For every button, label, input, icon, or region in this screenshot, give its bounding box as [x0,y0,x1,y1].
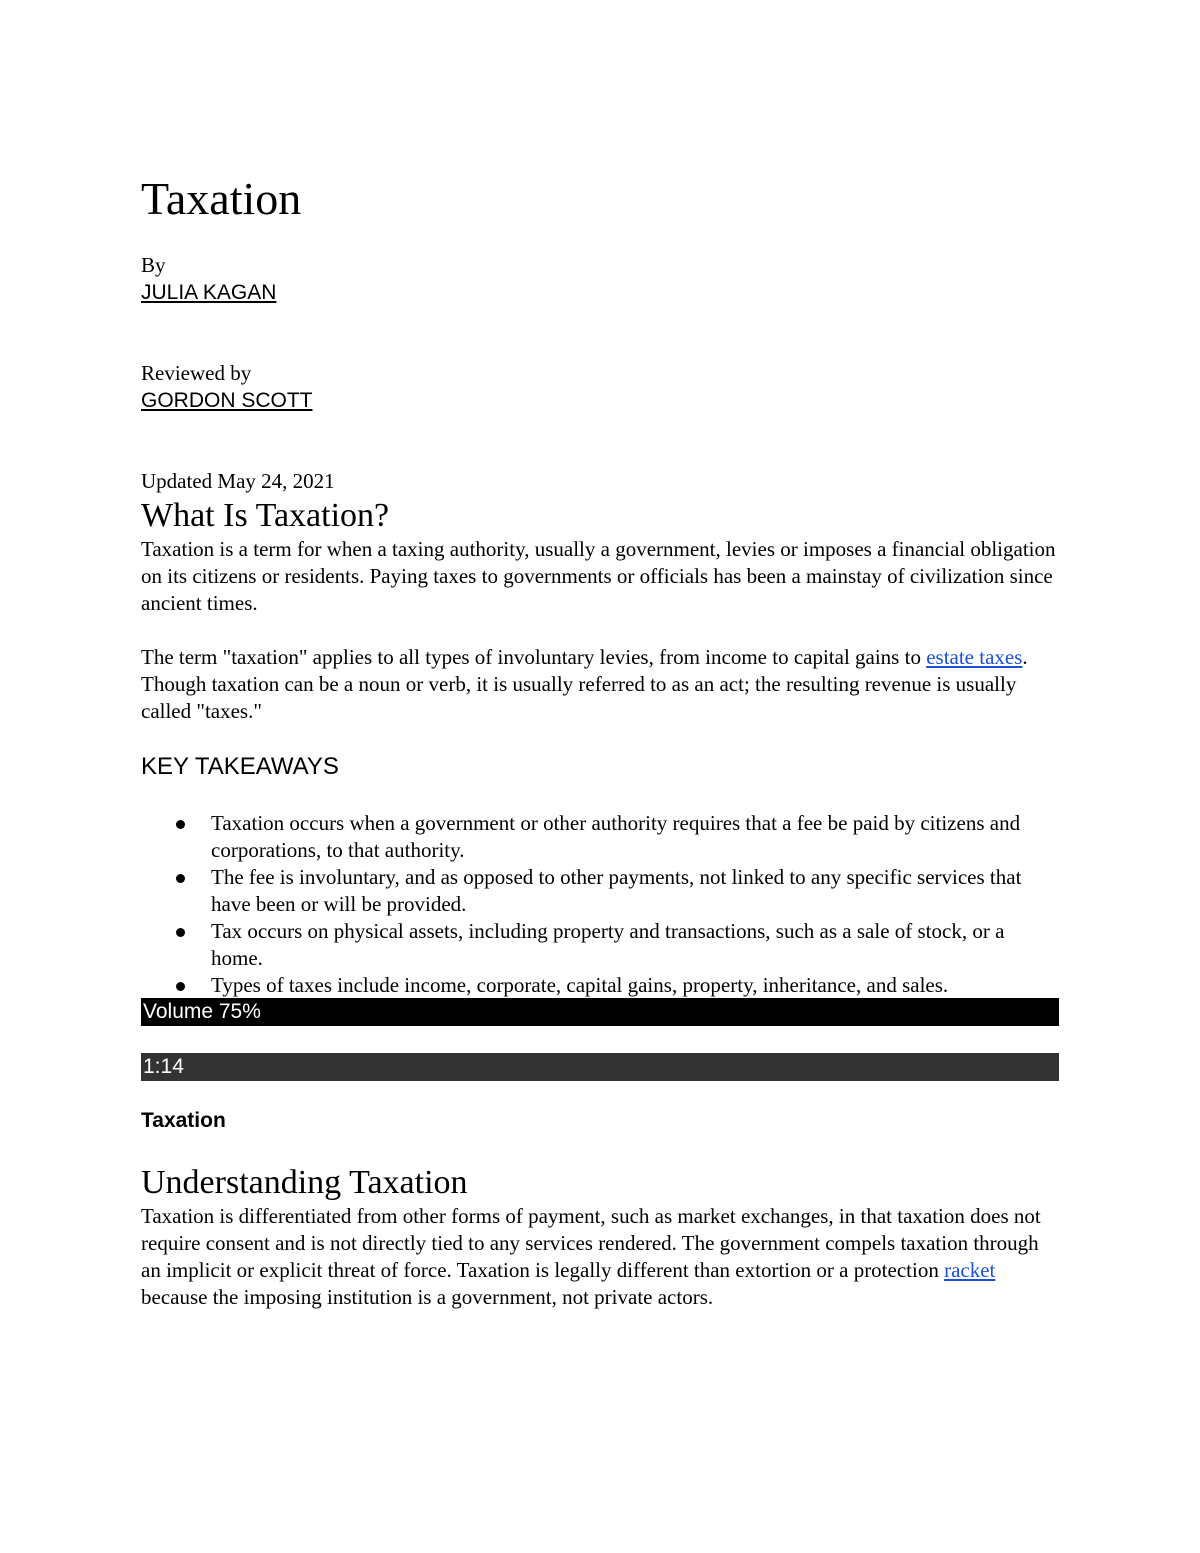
key-takeaways-heading: KEY TAKEAWAYS [141,753,339,780]
list-item [141,864,1059,918]
bullet-icon [176,982,185,991]
video-caption: Taxation [141,1109,226,1132]
author-link[interactable]: JULIA KAGAN [141,281,277,304]
key-takeaways-list [141,810,1059,999]
estate-taxes-link[interactable]: estate taxes [926,645,1023,669]
paragraph-term-text-2: . Though taxation can be a noun or verb, it is usually referred to as an act; the resulting revenue is usually called "taxes." [141,645,1028,723]
bullet-icon [176,928,185,937]
list-item [141,918,1059,972]
paragraph-understanding-text-1: Taxation is differentiated from other forms of payment, such as market exchanges, in that taxation does not require consent and is not directly tied to any services rendered. The government compels taxation through an implicit or explicit threat of force. Taxation is legally different than extortion or a protection [141,1204,1041,1282]
list-item-text: Tax occurs on physical assets, including property and transactions, such as a sale of stock, or a home. [211,919,1005,970]
section-heading-understanding-taxation: Understanding Taxation [141,1164,468,1201]
paragraph-definition: Taxation is a term for when a taxing authority, usually a government, levies or imposes a financial obligation on its citizens or residents. Paying taxes to governments or officials has been a mainstay of civilization since ancient times. [141,537,1056,615]
list-item-text: The fee is involuntary, and as opposed to other payments, not linked to any specific services that have been or will be provided. [211,865,1022,916]
paragraph-term-text-1: The term "taxation" applies to all types of involuntary levies, from income to capital gains to [141,645,927,669]
section-heading-what-is-taxation: What Is Taxation? [141,497,390,534]
byline-label: By [141,253,166,277]
list-item [141,972,1059,999]
reviewed-by-label: Reviewed by [141,361,252,385]
paragraph-understanding [141,1203,1059,1311]
bullet-icon [176,874,185,883]
page-title: Taxation [141,173,302,224]
reviewer-link[interactable]: GORDON SCOTT [141,389,313,412]
list-item [141,810,1059,864]
bullet-icon [176,820,185,829]
updated-date: Updated May 24, 2021 [141,469,335,493]
list-item-text: Taxation occurs when a government or other authority requires that a fee be paid by citizens and corporations, to that authority. [211,811,1021,862]
video-progress-bar[interactable]: 1:14 [141,1053,1059,1081]
video-volume-control[interactable]: Volume 75% [141,998,1059,1026]
paragraph-understanding-text-2: because the imposing institution is a government, not private actors. [141,1285,714,1309]
racket-link[interactable]: racket [944,1258,996,1282]
list-item-text: Types of taxes include income, corporate, capital gains, property, inheritance, and sales. [211,973,949,997]
paragraph-term [141,644,1059,725]
